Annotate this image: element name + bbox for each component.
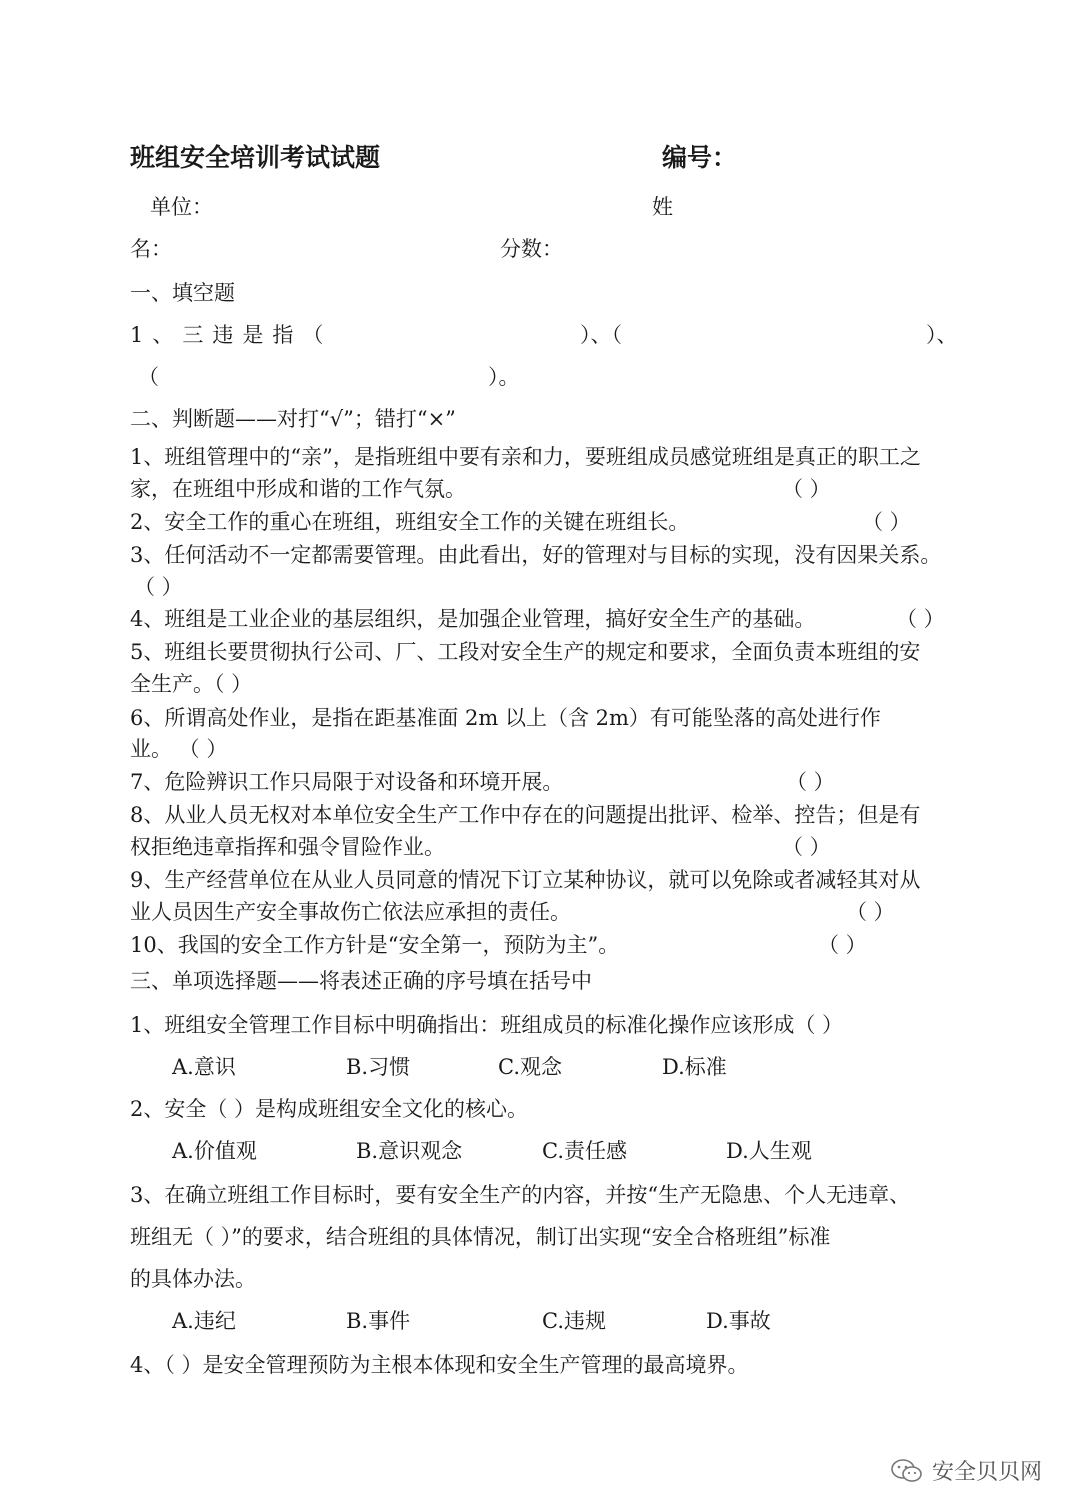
- mc-question-1: 1、班组安全管理工作目标中明确指出：班组成员的标准化操作应该形成（ ）: [130, 1013, 844, 1037]
- section-1-heading: 一、填空题: [130, 281, 235, 305]
- answer-paren: （ ）: [846, 900, 895, 924]
- mc-option: B.事件: [346, 1309, 411, 1333]
- tf-line: 1、班组管理中的“亲”，是指班组中要有亲和力，要班组成员感觉班组是真正的职工之: [130, 445, 921, 469]
- answer-paren: （ ）: [896, 607, 945, 631]
- mc-option: A.价值观: [172, 1139, 257, 1163]
- mc-option: C.责任感: [542, 1139, 627, 1163]
- mc-option: A.违纪: [172, 1309, 236, 1333]
- tf-line: 6、所谓高处作业，是指在距基准面 2m 以上（含 2m）有可能坠落的高处进行作: [130, 706, 881, 730]
- section-2-heading: 二、判断题——对打“√”；错打“×”: [130, 407, 456, 431]
- tf-line: （ ）: [134, 575, 183, 599]
- code-label: 编号：: [662, 143, 738, 172]
- tf-line: 9、生产经营单位在从业人员同意的情况下订立某种协议，就可以免除或者减轻其对从: [130, 868, 921, 892]
- answer-paren: （ ）: [782, 477, 831, 501]
- mc-option: C.观念: [498, 1055, 562, 1079]
- mc-option: B.意识观念: [356, 1139, 463, 1163]
- tf-line: 7、危险辨识工作只局限于对设备和环境开展。: [130, 770, 564, 794]
- q1-fill-part-d: （: [138, 365, 159, 389]
- tf-line: 家，在班组中形成和谐的工作气氛。: [130, 477, 466, 501]
- mc-option: B.习惯: [346, 1055, 411, 1079]
- wechat-icon: [890, 1458, 924, 1484]
- mc-option: C.违规: [542, 1309, 606, 1333]
- watermark: [890, 1455, 1042, 1486]
- answer-paren: （ ）: [862, 510, 911, 534]
- tf-line: 8、从业人员无权对本单位安全生产工作中存在的问题提出批评、检举、控告；但是有: [130, 803, 921, 827]
- watermark-text: 安全贝贝网: [931, 1460, 1042, 1485]
- tf-line: 10、我国的安全工作方针是“安全第一，预防为主”。: [130, 933, 620, 957]
- surname-label-part1: 姓: [652, 195, 673, 219]
- unit-label: 单位：: [150, 195, 213, 219]
- tf-line: 5、班组长要贯彻执行公司、厂、工段对安全生产的规定和要求，全面负责本班组的安: [130, 640, 921, 664]
- tf-line: 2、安全工作的重心在班组，班组安全工作的关键在班组长。: [130, 510, 690, 534]
- q1-fill-part-e: ）。: [488, 365, 520, 389]
- page-title: 班组安全培训考试试题: [130, 143, 381, 172]
- score-label: 分数：: [500, 237, 563, 261]
- tf-line: 权拒绝违章指挥和强令冒险作业。: [130, 835, 445, 859]
- mc-option: A.意识: [172, 1055, 236, 1079]
- tf-line: 业。 （ ）: [130, 737, 228, 761]
- mc-option: D.人生观: [726, 1139, 812, 1163]
- tf-line: 3、任何活动不一定都需要管理。由此看出，好的管理对与目标的实现，没有因果关系。: [130, 543, 942, 567]
- q1-fill-part-a: 1、三违是指（: [130, 323, 333, 347]
- tf-line: 全生产。（ ）: [130, 672, 253, 696]
- mc-question-3-line: 班组无（ ）”的要求，结合班组的具体情况，制订出实现“安全合格班组”标准: [130, 1225, 831, 1249]
- q1-fill-part-c: ）、: [926, 323, 958, 347]
- mc-question-4: 4、（ ）是安全管理预防为主根本体现和安全生产管理的最高境界。: [130, 1353, 749, 1377]
- mc-question-3-line: 3、在确立班组工作目标时，要有安全生产的内容，并按“生产无隐患、个人无违章、: [130, 1183, 911, 1207]
- section-3-heading: 三、单项选择题——将表述正确的序号填在括号中: [130, 969, 592, 993]
- answer-paren: （ ）: [818, 933, 867, 957]
- answer-paren: （ ）: [782, 835, 831, 859]
- answer-paren: （ ）: [786, 770, 835, 794]
- surname-label-part2: 名：: [130, 237, 172, 261]
- mc-option: D.标准: [662, 1055, 727, 1079]
- mc-question-3-line: 的具体办法。: [130, 1267, 256, 1291]
- mc-question-2: 2、安全（ ）是构成班组安全文化的核心。: [130, 1097, 529, 1121]
- tf-line: 4、班组是工业企业的基层组织，是加强企业管理，搞好安全生产的基础。: [130, 607, 816, 631]
- tf-line: 业人员因生产安全事故伤亡依法应承担的责任。: [130, 900, 571, 924]
- mc-option: D.事故: [706, 1309, 771, 1333]
- q1-fill-part-b: ）、（: [580, 323, 622, 347]
